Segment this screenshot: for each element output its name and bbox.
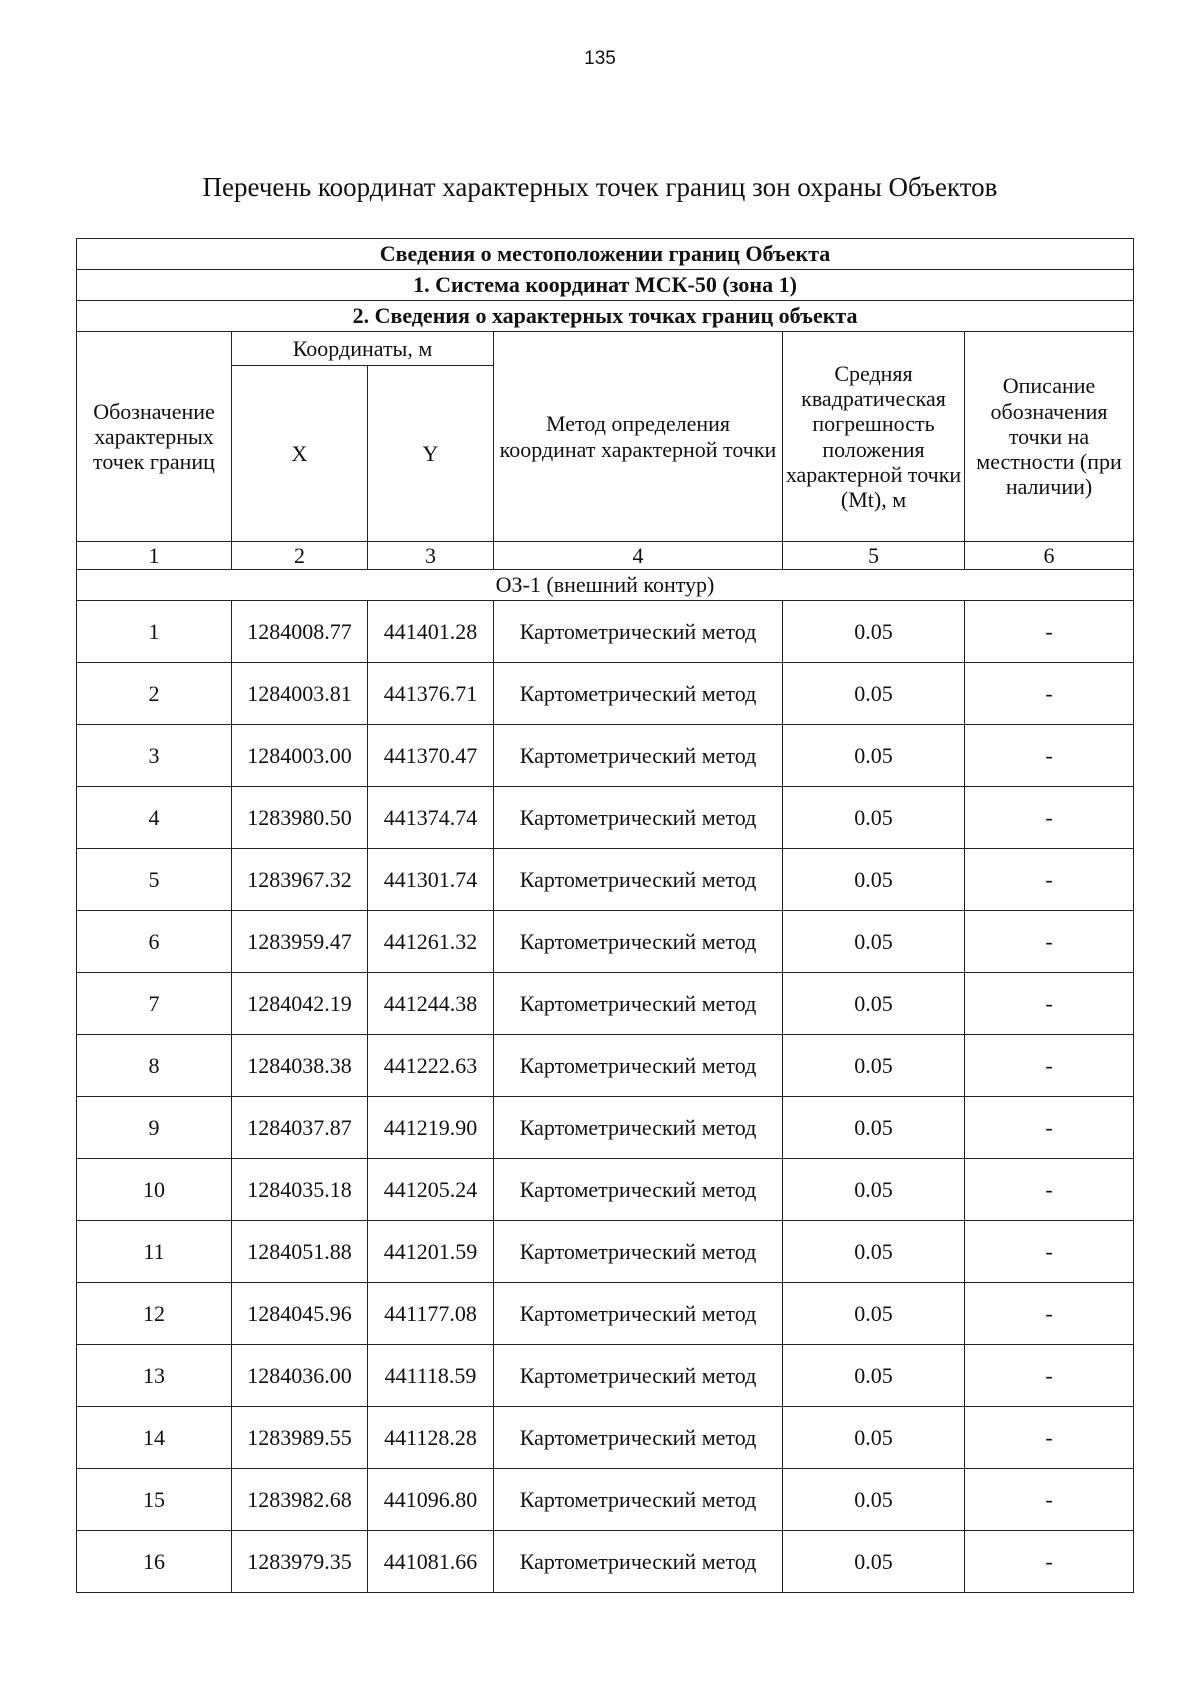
- error-value: 0.05: [783, 1159, 965, 1221]
- point-number: 2: [77, 663, 232, 725]
- point-number: 16: [77, 1531, 232, 1593]
- method-cell: Картометрический метод: [494, 1221, 783, 1283]
- error-value: 0.05: [783, 1531, 965, 1593]
- description-cell: -: [965, 849, 1134, 911]
- section-title: ОЗ-1 (внешний контур): [77, 570, 1134, 601]
- coordinate-y: 441401.28: [368, 601, 494, 663]
- description-cell: -: [965, 1035, 1134, 1097]
- point-number: 14: [77, 1407, 232, 1469]
- coordinate-x: 1284045.96: [232, 1283, 368, 1345]
- coordinate-x: 1284008.77: [232, 601, 368, 663]
- header-location: Сведения о местоположении границ Объекта: [77, 239, 1134, 270]
- table-row: [77, 1283, 1134, 1345]
- coordinate-y: 441261.32: [368, 911, 494, 973]
- column-header-designation: Обозначение характерных точек границ: [77, 332, 232, 542]
- description-cell: -: [965, 1531, 1134, 1593]
- coordinate-x: 1283989.55: [232, 1407, 368, 1469]
- method-cell: Картометрический метод: [494, 663, 783, 725]
- coordinate-x: 1283967.32: [232, 849, 368, 911]
- method-cell: Картометрический метод: [494, 1159, 783, 1221]
- description-cell: -: [965, 601, 1134, 663]
- description-cell: -: [965, 911, 1134, 973]
- column-header-row-1: [77, 332, 1134, 366]
- coordinate-x: 1283980.50: [232, 787, 368, 849]
- document-title: Перечень координат характерных точек границ зон охраны Объектов: [202, 172, 998, 202]
- error-value: 0.05: [783, 1221, 965, 1283]
- description-cell: -: [965, 663, 1134, 725]
- coordinate-x: 1284038.38: [232, 1035, 368, 1097]
- header-row-location: [77, 239, 1134, 270]
- column-header-y: Y: [368, 366, 494, 542]
- coordinate-y: 441118.59: [368, 1345, 494, 1407]
- coordinate-y: 441374.74: [368, 787, 494, 849]
- column-numbers-row: [77, 542, 1134, 570]
- method-cell: Картометрический метод: [494, 973, 783, 1035]
- column-header-x: X: [232, 366, 368, 542]
- column-header-coordinates: Координаты, м: [232, 332, 494, 366]
- point-number: 4: [77, 787, 232, 849]
- column-header-error: Средняя квадратическая погрешность положения характерной точки (Mt), м: [783, 332, 965, 542]
- table-row: [77, 787, 1134, 849]
- header-points-info: 2. Сведения о характерных точках границ объекта: [77, 301, 1134, 332]
- description-cell: -: [965, 1469, 1134, 1531]
- column-number: 1: [77, 542, 232, 570]
- table-row: [77, 973, 1134, 1035]
- method-cell: Картометрический метод: [494, 849, 783, 911]
- coordinate-x: 1284042.19: [232, 973, 368, 1035]
- method-cell: Картометрический метод: [494, 1531, 783, 1593]
- column-number: 6: [965, 542, 1134, 570]
- page-number: 135: [584, 48, 616, 69]
- table-row: [77, 663, 1134, 725]
- description-cell: -: [965, 1221, 1134, 1283]
- header-row-coordinate-system: [77, 270, 1134, 301]
- coordinate-x: 1284036.00: [232, 1345, 368, 1407]
- coordinate-x: 1283959.47: [232, 911, 368, 973]
- table-row: [77, 1345, 1134, 1407]
- table-row: [77, 1469, 1134, 1531]
- coordinate-y: 441201.59: [368, 1221, 494, 1283]
- point-number: 7: [77, 973, 232, 1035]
- table-row: [77, 849, 1134, 911]
- column-header-method: Метод определения координат характерной точки: [494, 332, 783, 542]
- method-cell: Картометрический метод: [494, 1345, 783, 1407]
- description-cell: -: [965, 1159, 1134, 1221]
- point-number: 8: [77, 1035, 232, 1097]
- header-row-points-info: [77, 301, 1134, 332]
- column-header-description: Описание обозначения точки на местности (при наличии): [965, 332, 1134, 542]
- coordinate-y: 441081.66: [368, 1531, 494, 1593]
- error-value: 0.05: [783, 1283, 965, 1345]
- error-value: 0.05: [783, 1345, 965, 1407]
- point-number: 1: [77, 601, 232, 663]
- error-value: 0.05: [783, 1407, 965, 1469]
- coordinate-y: 441244.38: [368, 973, 494, 1035]
- method-cell: Картометрический метод: [494, 787, 783, 849]
- method-cell: Картометрический метод: [494, 1035, 783, 1097]
- coordinate-y: 441128.28: [368, 1407, 494, 1469]
- method-cell: Картометрический метод: [494, 601, 783, 663]
- coordinate-y: 441219.90: [368, 1097, 494, 1159]
- error-value: 0.05: [783, 787, 965, 849]
- error-value: 0.05: [783, 911, 965, 973]
- table-row: [77, 911, 1134, 973]
- table-row: [77, 1407, 1134, 1469]
- point-number: 10: [77, 1159, 232, 1221]
- coordinate-y: 441301.74: [368, 849, 494, 911]
- table-row: [77, 1159, 1134, 1221]
- error-value: 0.05: [783, 663, 965, 725]
- error-value: 0.05: [783, 1097, 965, 1159]
- table-row: [77, 725, 1134, 787]
- section-row: [77, 570, 1134, 601]
- coordinate-x: 1284003.81: [232, 663, 368, 725]
- table-row: [77, 1531, 1134, 1593]
- coordinate-y: 441205.24: [368, 1159, 494, 1221]
- coordinate-x: 1284035.18: [232, 1159, 368, 1221]
- method-cell: Картометрический метод: [494, 1097, 783, 1159]
- description-cell: -: [965, 1345, 1134, 1407]
- coordinate-x: 1284051.88: [232, 1221, 368, 1283]
- point-number: 5: [77, 849, 232, 911]
- description-cell: -: [965, 1283, 1134, 1345]
- coordinate-y: 441096.80: [368, 1469, 494, 1531]
- column-number: 5: [783, 542, 965, 570]
- description-cell: -: [965, 1097, 1134, 1159]
- point-number: 9: [77, 1097, 232, 1159]
- description-cell: -: [965, 1407, 1134, 1469]
- coordinate-y: 441177.08: [368, 1283, 494, 1345]
- table-row: [77, 1035, 1134, 1097]
- column-number: 2: [232, 542, 368, 570]
- error-value: 0.05: [783, 1469, 965, 1531]
- method-cell: Картометрический метод: [494, 1469, 783, 1531]
- point-number: 15: [77, 1469, 232, 1531]
- error-value: 0.05: [783, 601, 965, 663]
- error-value: 0.05: [783, 1035, 965, 1097]
- table-row: [77, 601, 1134, 663]
- point-number: 3: [77, 725, 232, 787]
- coordinate-x: 1284003.00: [232, 725, 368, 787]
- point-number: 12: [77, 1283, 232, 1345]
- error-value: 0.05: [783, 973, 965, 1035]
- header-coordinate-system: 1. Система координат МСК-50 (зона 1): [77, 270, 1134, 301]
- description-cell: -: [965, 787, 1134, 849]
- coordinate-y: 441370.47: [368, 725, 494, 787]
- coordinate-x: 1283982.68: [232, 1469, 368, 1531]
- coordinate-y: 441222.63: [368, 1035, 494, 1097]
- point-number: 11: [77, 1221, 232, 1283]
- column-number: 3: [368, 542, 494, 570]
- column-number: 4: [494, 542, 783, 570]
- method-cell: Картометрический метод: [494, 911, 783, 973]
- table-row: [77, 1097, 1134, 1159]
- method-cell: Картометрический метод: [494, 1283, 783, 1345]
- point-number: 6: [77, 911, 232, 973]
- point-number: 13: [77, 1345, 232, 1407]
- error-value: 0.05: [783, 849, 965, 911]
- coordinate-x: 1283979.35: [232, 1531, 368, 1593]
- error-value: 0.05: [783, 725, 965, 787]
- description-cell: -: [965, 725, 1134, 787]
- coordinate-x: 1284037.87: [232, 1097, 368, 1159]
- coordinates-table: [76, 238, 1134, 1593]
- table-row: [77, 1221, 1134, 1283]
- coordinate-y: 441376.71: [368, 663, 494, 725]
- description-cell: -: [965, 973, 1134, 1035]
- method-cell: Картометрический метод: [494, 1407, 783, 1469]
- method-cell: Картометрический метод: [494, 725, 783, 787]
